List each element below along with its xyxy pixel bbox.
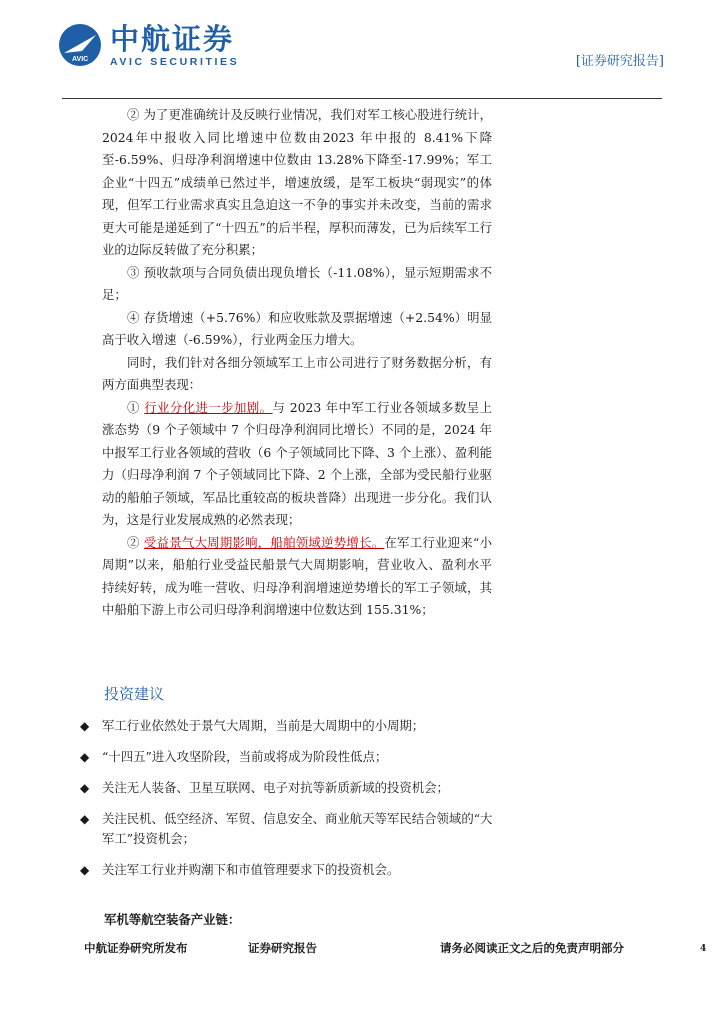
list-item-text: 关注无人装备、卫星互联网、电子对抗等新质新域的投资机会；	[102, 780, 449, 795]
divergence-detail: 与 2023 年中军工行业各领域多数呈上涨态势（9 个子领域中 7 个归母净利润同比增长）不同的是，2024 年中报军工行业各领域的营收（6 个子领域同比下降、3 个上涨）、盈利能力（归母净利润 7 个子领域同比下降、2 个上涨，全部为受民船行业驱动的船舶子领域，军品比重较高的板块普降）出现进一步分化。我们认为，这是行业发展成熟的必然表现；	[102, 399, 492, 527]
list-item	[80, 809, 502, 849]
list-item-text: 关注军工行业并购潮下和市值管理要求下的投资机会。	[102, 862, 400, 877]
paragraph-segment-intro: 同时，我们针对各细分领域军工上市公司进行了财务数据分析，有两方面典型表现：	[102, 354, 492, 392]
highlight-divergence: 行业分化进一步加剧。	[144, 399, 273, 415]
diamond-bullet-icon: ◆	[80, 863, 90, 877]
paragraph-shipbuilding	[102, 532, 492, 622]
list-item	[80, 860, 502, 880]
diamond-bullet-icon: ◆	[80, 719, 90, 733]
header-divider	[62, 98, 662, 99]
diamond-bullet-icon: ◆	[80, 781, 90, 795]
logo-english-name: AVIC SECURITIES	[110, 56, 240, 68]
list-item	[80, 778, 502, 798]
paragraph-inventory: ④ 存货增速（+5.76%）和应收账款及票据增速（+2.54%）明显高于收入增速（-6.59%），行业两金压力增大。	[102, 309, 492, 347]
list-item	[80, 716, 502, 736]
item-number: ②	[127, 534, 144, 550]
paragraph-divergence	[102, 397, 492, 532]
logo-chinese-name: 中航证券	[110, 22, 235, 56]
footer-report-type: 证券研究报告	[248, 941, 317, 955]
item-number: ①	[127, 399, 145, 415]
logo-text	[110, 22, 239, 68]
paragraph-advance-receipts: ③ 预收款项与合同负债出现负增长（-11.08%），显示短期需求不足；	[102, 264, 492, 302]
chain-subheading: 军机等航空装备产业链：	[104, 912, 241, 927]
list-item	[80, 747, 502, 767]
avic-logo-icon	[58, 23, 102, 67]
logo-badge-text: AVIC	[72, 56, 89, 63]
list-item-text: 关注民机、低空经济、军贸、信息安全、商业航天等军民结合领域的“大军工”投资机会；	[102, 811, 493, 846]
diamond-bullet-icon: ◆	[80, 812, 90, 826]
section-title-investment: 投资建议	[104, 685, 165, 703]
report-type-tag: [证券研究报告]	[575, 54, 664, 69]
list-item-text: 军工行业依然处于景气大周期，当前是大周期中的小周期；	[102, 718, 425, 733]
company-logo	[58, 22, 239, 68]
shipbuilding-detail: 在军工行业迎来“小周期”以来，船舶行业受益民船景气大周期影响，营业收入、盈利水平持续好转，成为唯一营收、归母净利润增速逆势增长的军工子领域，其中船舶下游上市公司归母净利润增速中位数达到 155.31%；	[102, 534, 492, 617]
footer-publisher: 中航证券研究所发布	[84, 941, 188, 955]
recommendation-list	[80, 716, 502, 891]
highlight-shipbuilding: 受益景气大周期影响，船舶领域逆势增长。	[143, 534, 385, 550]
paragraph-core-stocks: ② 为了更准确统计及反映行业情况，我们对军工核心股进行统计，2024年中报收入同比增速中位数由2023 年中报的 8.41%下降至-6.59%、归母净利润增速中位数由 13.28%下降至-17.99%；军工企业“十四五”成绩单已然过半，增速放缓，是军工板块“弱现实”的体现，但军工行业需求真实且急迫这一不争的事实并未改变，当前的需求更大可能是递延到了“十四五”的后半程，厚积而薄发，已为后续军工行业的边际反转做了充分积累；	[102, 107, 492, 257]
page-number: 4	[700, 944, 707, 954]
body-text	[102, 104, 492, 622]
footer-disclaimer: 请务必阅读正文之后的免责声明部分	[440, 941, 624, 955]
diamond-bullet-icon: ◆	[80, 750, 90, 764]
list-item-text: “十四五”进入攻坚阶段，当前或将成为阶段性低点；	[102, 749, 388, 764]
